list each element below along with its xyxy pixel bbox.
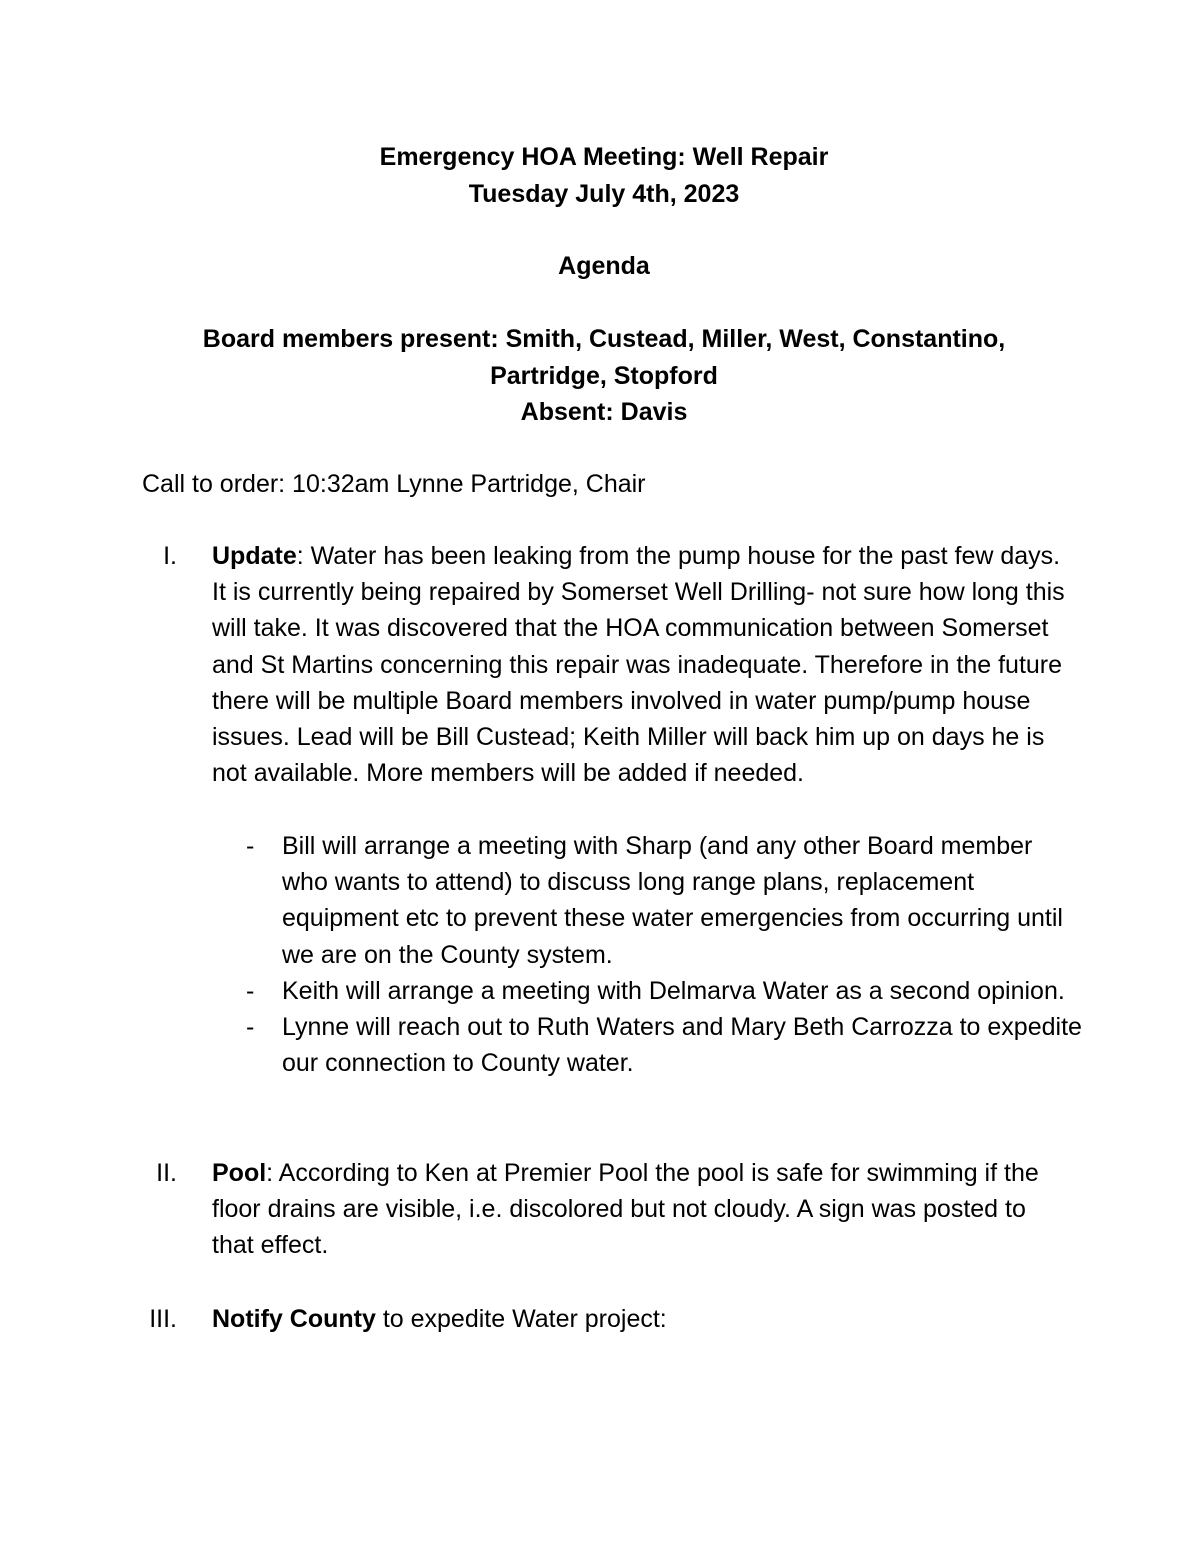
item-label: Pool	[212, 1159, 267, 1187]
list-item	[212, 828, 1082, 973]
board-present-line-1: Board members present: Smith, Custead, Miller, West, Constantino,	[202, 325, 1006, 353]
item-body	[212, 1301, 1072, 1337]
list-item-text: Keith will arrange a meeting with Delmarva Water as a second opinion.	[282, 976, 1065, 1005]
board-present-line-2: Partridge, Stopford	[490, 361, 718, 390]
bullet-marker: -	[246, 832, 255, 860]
bullet-marker: -	[246, 976, 255, 1005]
item-numeral: II.	[156, 1159, 177, 1187]
list-item-text: Lynne will reach out to Ruth Waters and Mary Beth Carrozza to expedite our connection to County water.	[282, 1013, 1082, 1078]
list-item	[212, 973, 1082, 1009]
item-description: : Water has been leaking from the pump house for the past few days. It is currently being repaired by Somerset Well Drilling- not sure how long this will take. It was discovered that the HOA communication between Somerset and St Martins concerning this repair was inadequate. Therefore in the future there will be multiple Board members involved in water pump/pump house issues. Lead will be Bill Custead; Keith Miller will back him up on days he is not available. More members will be added if needed.	[212, 542, 1065, 788]
item-body	[212, 1155, 1072, 1264]
absent-line: Absent: Davis	[520, 398, 688, 426]
list-item-text: Bill will arrange a meeting with Sharp (and any other Board member who wants to attend) to discuss long range plans, replacement equipment etc to prevent these water emergencies from occurring until we are on the County system.	[282, 832, 1063, 969]
call-to-order: Call to order: 10:32am Lynne Partridge, Chair	[142, 470, 646, 498]
bullet-marker: -	[246, 1013, 255, 1042]
meeting-date: Tuesday July 4th, 2023	[468, 179, 740, 208]
attendance-heading	[100, 321, 1108, 431]
meeting-title	[100, 139, 1108, 212]
agenda-label: Agenda	[558, 252, 650, 280]
item-label: Notify County	[212, 1305, 376, 1333]
item-label: Update	[212, 542, 297, 570]
action-list	[212, 828, 1082, 1081]
item-body	[212, 538, 1072, 791]
list-item	[212, 1009, 1082, 1081]
item-description: to expedite Water project:	[375, 1305, 667, 1333]
item-numeral: I.	[163, 542, 177, 570]
title-line-1: Emergency HOA Meeting: Well Repair	[379, 143, 829, 171]
item-numeral: III.	[149, 1305, 177, 1333]
agenda-heading	[100, 248, 1108, 285]
item-description: : According to Ken at Premier Pool the pool is safe for swimming if the floor drains are visible, i.e. discolored but not cloudy. A sign was posted to that effect.	[212, 1159, 1039, 1260]
